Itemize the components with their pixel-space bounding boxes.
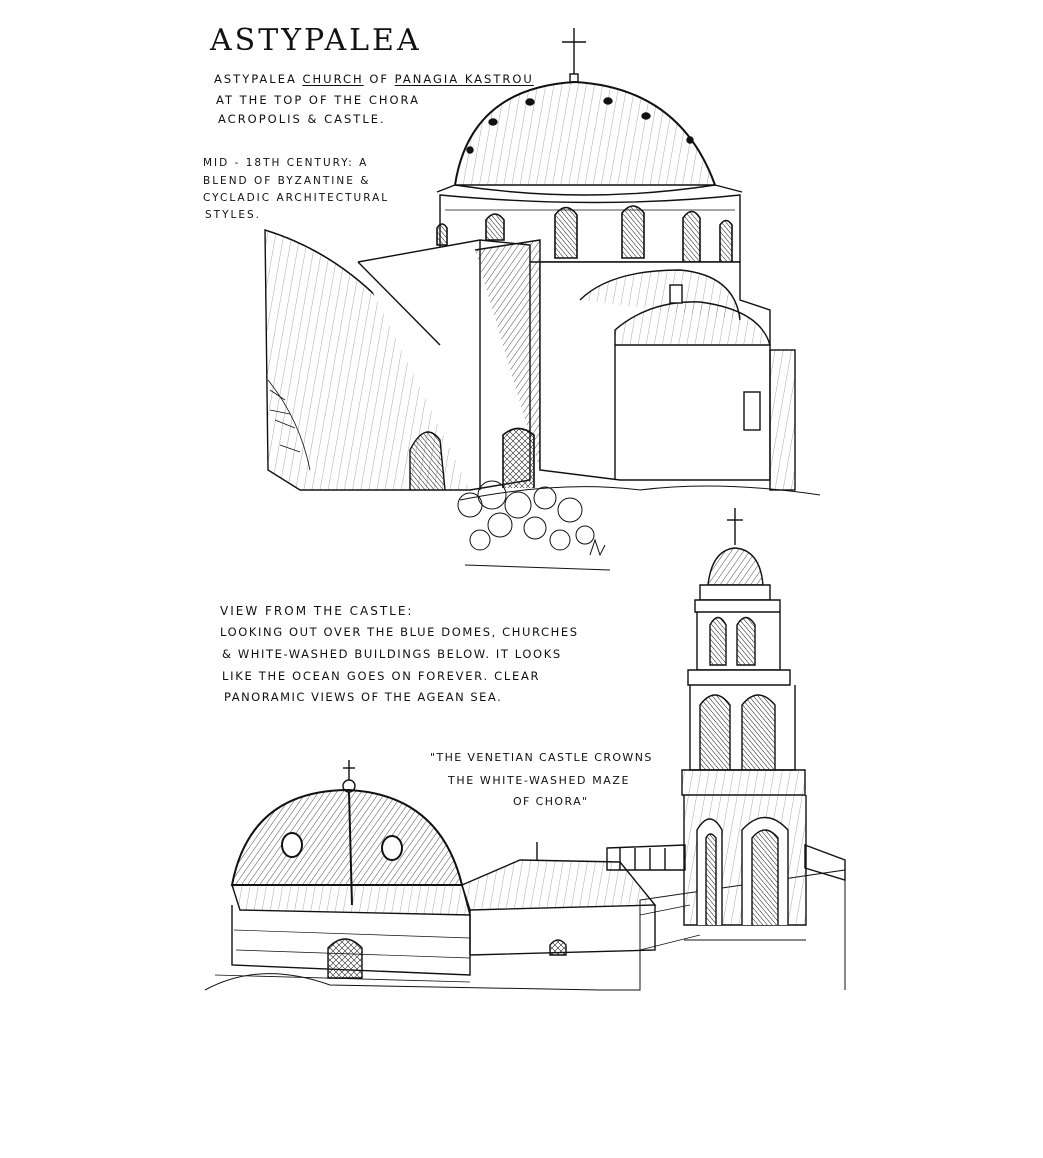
history-line: CYCLADIC ARCHITECTURAL bbox=[203, 192, 390, 204]
view-line: LIKE THE OCEAN GOES ON FOREVER. CLEAR bbox=[222, 669, 541, 683]
history-line: MID - 18TH CENTURY: A bbox=[203, 157, 369, 169]
quote-line: "THE VENETIAN CASTLE CROWNS bbox=[430, 751, 653, 764]
intro-church-word: CHURCH bbox=[302, 72, 364, 86]
page-title: ASTYPALEA bbox=[210, 23, 422, 58]
view-line: & WHITE-WASHED BUILDINGS BELOW. IT LOOKS bbox=[222, 647, 562, 661]
intro-line-2: AT THE TOP OF THE CHORA bbox=[216, 93, 420, 107]
view-line: LOOKING OUT OVER THE BLUE DOMES, CHURCHES bbox=[220, 625, 579, 639]
church-illustration bbox=[265, 28, 820, 570]
intro-text-a: ASTYPALEA bbox=[214, 72, 303, 86]
intro-line-3: ACROPOLIS & CASTLE. bbox=[218, 112, 386, 126]
intro-text-c: OF bbox=[363, 72, 395, 86]
history-line: BLEND OF BYZANTINE & bbox=[203, 175, 371, 187]
quote-line: THE WHITE-WASHED MAZE bbox=[448, 774, 631, 787]
bell-tower-illustration bbox=[682, 508, 806, 940]
intro-church-name: PANAGIA KASTROU bbox=[394, 72, 534, 86]
history-line: STYLES. bbox=[205, 209, 261, 221]
view-line: VIEW FROM THE CASTLE: bbox=[220, 604, 414, 618]
view-line: PANORAMIC VIEWS OF THE AGEAN SEA. bbox=[224, 690, 503, 704]
quote-line: OF CHORA" bbox=[513, 795, 589, 808]
